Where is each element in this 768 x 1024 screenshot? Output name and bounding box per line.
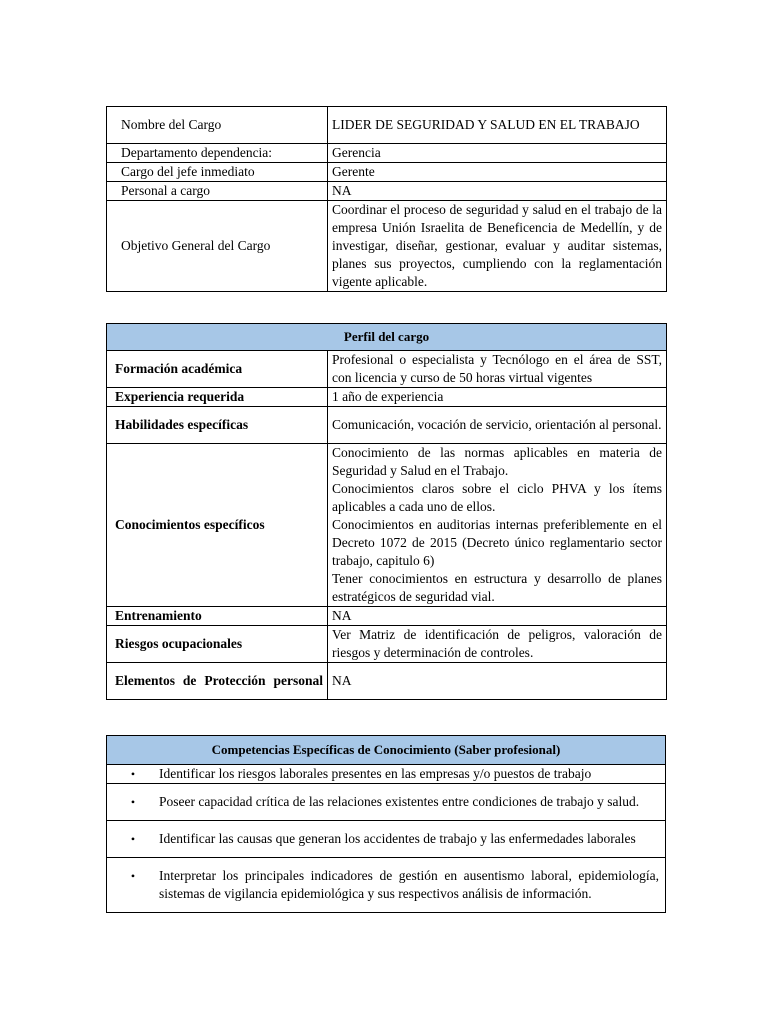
competencies-header: Competencias Específicas de Conocimiento (Saber profesional) <box>107 736 666 765</box>
bullet-icon: • <box>130 832 136 846</box>
skills-label: Habilidades específicas <box>107 407 328 444</box>
knowledge-line: Conocimientos en auditorias internas preferiblemente en el Decreto 1072 de 2015 (Decreto único reglamentario sector trabajo, capitulo 6) <box>332 517 662 568</box>
training-value: NA <box>328 607 667 626</box>
staff-label: Personal a cargo <box>107 182 328 201</box>
competency-item <box>107 821 666 858</box>
profile-header: Perfil del cargo <box>107 324 667 351</box>
competency-text: Identificar las causas que generan los accidentes de trabajo y las enfermedades laborales <box>159 831 636 846</box>
profile-row <box>107 607 667 626</box>
profile-row <box>107 444 667 607</box>
bullet-icon: • <box>130 869 136 883</box>
supervisor-label: Cargo del jefe inmediato <box>107 163 328 182</box>
profile-table <box>106 323 667 700</box>
competency-row <box>107 821 666 858</box>
competency-text: Poseer capacidad crítica de las relaciones existentes entre condiciones de trabajo y salud. <box>159 794 640 809</box>
objective-value: Coordinar el proceso de seguridad y salud en el trabajo de la empresa Unión Israelita de Beneficencia de Medellín, y de investigar, diseñar, gestionar, evaluar y auditar sistemas, planes sus proyectos, cumpliendo con la reglamentación vigente aplicable. <box>328 201 667 292</box>
objective-label: Objetivo General del Cargo <box>107 201 328 292</box>
training-label: Entrenamiento <box>107 607 328 626</box>
job-title-value: LIDER DE SEGURIDAD Y SALUD EN EL TRABAJO <box>328 107 667 144</box>
job-info-row <box>107 107 667 144</box>
knowledge-label: Conocimientos específicos <box>107 444 328 607</box>
job-title-label: Nombre del Cargo <box>107 107 328 144</box>
ppe-label <box>107 663 328 700</box>
profile-row <box>107 663 667 700</box>
bullet-icon: • <box>130 795 136 809</box>
skills-value: Comunicación, vocación de servicio, orientación al personal. <box>328 407 667 444</box>
job-info-row <box>107 201 667 292</box>
competency-text: Interpretar los principales indicadores de gestión en ausentismo laboral, epidemiología, sistemas de vigilancia epidemiológica y sus respectivos análisis de información. <box>159 868 659 901</box>
profile-row <box>107 626 667 663</box>
knowledge-value <box>328 444 667 607</box>
risks-value: Ver Matriz de identificación de peligros, valoración de riesgos y determinación de controles. <box>328 626 667 663</box>
profile-row <box>107 407 667 444</box>
competency-item <box>107 765 666 784</box>
staff-value: NA <box>328 182 667 201</box>
risks-label: Riesgos ocupacionales <box>107 626 328 663</box>
job-info-row <box>107 182 667 201</box>
department-label: Departamento dependencia: <box>107 144 328 163</box>
experience-value: 1 año de experiencia <box>328 388 667 407</box>
competencies-header-row <box>107 736 666 765</box>
knowledge-line: Conocimiento de las normas aplicables en materia de Seguridad y Salud en el Trabajo. <box>332 445 662 478</box>
profile-header-row <box>107 324 667 351</box>
competency-item <box>107 784 666 821</box>
competency-row <box>107 858 666 913</box>
competency-row <box>107 765 666 784</box>
job-info-row <box>107 144 667 163</box>
competencies-table <box>106 735 666 913</box>
job-info-row <box>107 163 667 182</box>
education-value: Profesional o especialista y Tecnólogo en el área de SST, con licencia y curso de 50 horas virtual vigentes <box>328 351 667 388</box>
competency-row <box>107 784 666 821</box>
job-info-table <box>106 106 667 292</box>
competency-text: Identificar los riesgos laborales presentes en las empresas y/o puestos de trabajo <box>159 766 592 781</box>
profile-row <box>107 351 667 388</box>
knowledge-line: Conocimientos claros sobre el ciclo PHVA y los ítems aplicables a cada uno de ellos. <box>332 481 662 514</box>
experience-label: Experiencia requerida <box>107 388 328 407</box>
education-label: Formación académica <box>107 351 328 388</box>
knowledge-line: Tener conocimientos en estructura y desarrollo de planes estratégicos de seguridad vial. <box>332 571 662 604</box>
bullet-icon: • <box>130 767 136 781</box>
ppe-value: NA <box>328 663 667 700</box>
department-value: Gerencia <box>328 144 667 163</box>
supervisor-value: Gerente <box>328 163 667 182</box>
profile-row <box>107 388 667 407</box>
competency-item <box>107 858 666 913</box>
ppe-label-text: Elementos de Protección personal <box>115 673 323 688</box>
